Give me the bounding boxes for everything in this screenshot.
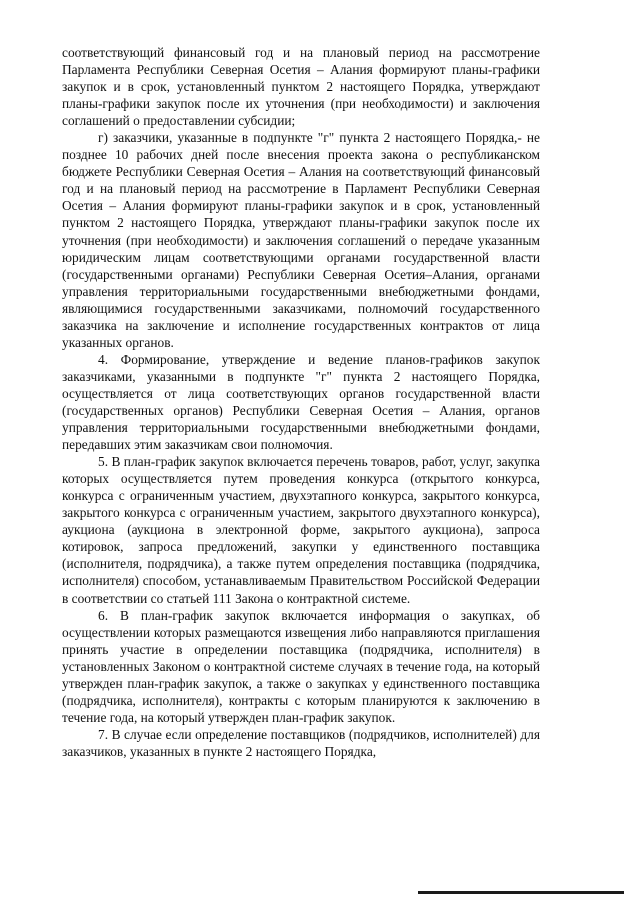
paragraph-5: 5. В план-график закупок включается перечень товаров, работ, услуг, закупка которых осуществляется путем проведения конкурса (открытого конкурса, конкурса с ограниченным участием, двухэтапного конкурса, закрытого конкурса, закрытого конкурса с ограниченным участием, закрытого двухэтапного конкурса), аукциона (аукциона в электронной форме, закрытого аукциона), запроса котировок, запроса предложений, закупки у единственного поставщика (исполнителя, подрядчика), а также путем определения поставщика (подрядчика, исполнителя) способом, устанавливаемым Правительством Российской Федерации в соответствии со статьей 111 Закона о контрактной системе.	[62, 454, 540, 606]
paragraph-continuation: соответствующий финансовый год и на плановый период на рассмотрение Парламента Республики Северная Осетия – Алания формируют планы-графики закупок и в срок, установленный пунктом 2 настоящего Порядка, утверждают планы-графики закупок после их уточнения (при необходимости) и заключения соглашений о предоставлении субсидии;	[62, 45, 540, 129]
paragraph-subitem-g: г) заказчики, указанные в подпункте "г" пункта 2 настоящего Порядка,- не позднее 10 рабочих дней после внесения проекта закона о республиканском бюджете Республики Северная Осетия – Алания на соответствующий финансовый год и на плановый период на рассмотрение в Парламент Республики Северная Осетия – Алания формируют планы-графики закупок и в срок, установленный пунктом 2 настоящего Порядка, утверждают планы-графики закупок после их уточнения (при необходимости) и заключения соглашений о передаче указанным юридическим лицам соответствующими органами государственной власти (государственными органами) Республики Северная Осетия–Алания, органами управления территориальными государственными внебюджетными фондами, являющимися государственными заказчиками, полномочий государственного заказчика на заключение и исполнение государственных контрактов от лица указанных органов.	[62, 130, 540, 350]
paragraph-7: 7. В случае если определение поставщиков (подрядчиков, исполнителей) для заказчиков, указанных в пункте 2 настоящего Порядка,	[62, 726, 540, 759]
paragraph-6: 6. В план-график закупок включается информация о закупках, об осуществлении которых размещаются извещения либо направляются приглашения принять участие в определении поставщика (подрядчика, исполнителя) в установленных Законом о контрактной системе случаях в течение года, на который утвержден план-график закупок, а также о закупках у единственного поставщика (подрядчика, исполнителя), контракты с которым планируются к заключению в течение года, на который утвержден план-график закупок.	[62, 607, 540, 725]
footer-rule	[418, 891, 624, 894]
document-body	[62, 44, 540, 760]
paragraph-4: 4. Формирование, утверждение и ведение планов-графиков закупок заказчиками, указанными в подпункте "г" пункта 2 настоящего Порядка, осуществляется от лица соответствующих органов государственной власти (государственных органов) Республики Северная Осетия – Алания, органов управления территориальными государственными внебюджетными фондами, передавших этим заказчикам свои полномочия.	[62, 351, 540, 453]
